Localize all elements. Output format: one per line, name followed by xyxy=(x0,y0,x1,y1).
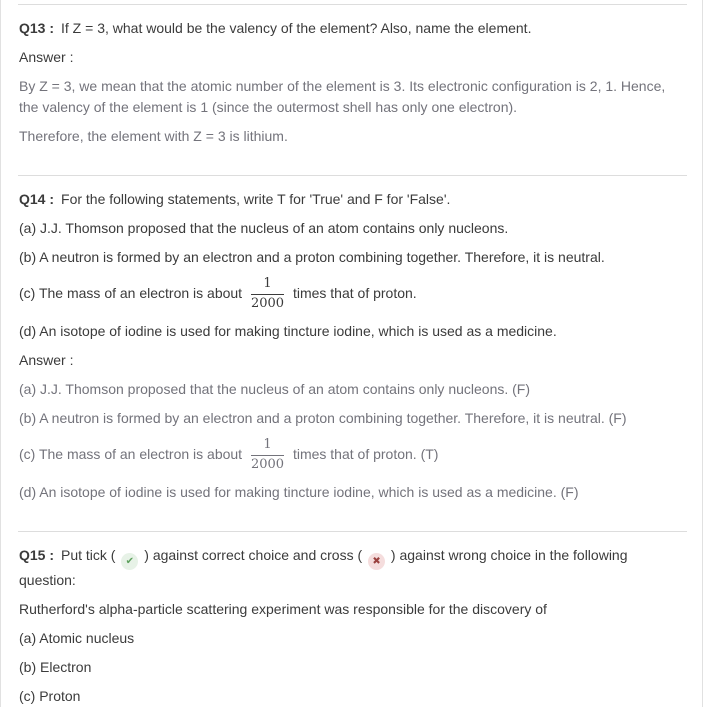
fraction-numerator: 1 xyxy=(251,437,284,456)
question-q13 xyxy=(19,18,686,39)
fraction xyxy=(251,437,284,474)
answer-label: Answer : xyxy=(19,49,74,65)
question-item-c-suffix: times that of proton. xyxy=(292,285,417,302)
answer-label: Answer : xyxy=(19,351,74,368)
question-q15 xyxy=(19,545,686,592)
option-b: (b) Electron xyxy=(19,659,92,676)
answer-item-c xyxy=(19,437,686,474)
question-block-q14 xyxy=(18,175,687,531)
fraction-denominator: 2000 xyxy=(250,456,285,472)
question-item-d: (d) An isotope of iodine is used for making tincture iodine, which is used as a medicine. xyxy=(19,322,557,339)
question-number: Q13 : xyxy=(19,20,55,36)
question-text-part1: Put tick ( xyxy=(61,546,116,563)
question-text-part2: ) against correct choice and cross ( xyxy=(144,546,363,563)
answer-item-b: (b) A neutron is formed by an electron and a proton combining together. Therefore, it is neutral. (F) xyxy=(19,409,627,426)
answer-item-c-suffix: times that of proton. (T) xyxy=(292,445,439,462)
question-item-a: (a) J.J. Thomson proposed that the nucleus of an atom contains only nucleons. xyxy=(19,220,509,236)
question-block-q15 xyxy=(18,531,687,707)
question-item-b: (b) A neutron is formed by an electron and a proton combining together. Therefore, it is neutral. xyxy=(19,249,605,265)
tick-icon: ✔ xyxy=(121,553,138,570)
question-number: Q14 : xyxy=(19,191,55,207)
question-q14 xyxy=(19,189,686,210)
question-item-c xyxy=(19,276,686,313)
cross-icon: ✖ xyxy=(368,553,385,570)
question-block-q13 xyxy=(18,4,687,175)
fraction xyxy=(251,276,284,313)
answer-paragraph: Therefore, the element with Z = 3 is lithium. xyxy=(19,128,288,144)
option-c: (c) Proton xyxy=(19,688,81,705)
question-text: If Z = 3, what would be the valency of the element? Also, name the element. xyxy=(61,20,532,36)
answer-item-c-prefix: (c) The mass of an electron is about xyxy=(19,445,243,462)
question-statement: Rutherford's alpha-particle scattering experiment was responsible for the discovery of xyxy=(19,601,547,618)
fraction-denominator: 2000 xyxy=(250,295,285,311)
option-a: (a) Atomic nucleus xyxy=(19,630,135,647)
answer-item-d: (d) An isotope of iodine is used for making tincture iodine, which is used as a medicine. (F) xyxy=(19,483,579,500)
question-text: For the following statements, write T for 'True' and F for 'False'. xyxy=(61,191,451,207)
question-text-part3: ) against wrong choice in the following question: xyxy=(19,546,628,589)
question-item-c-prefix: (c) The mass of an electron is about xyxy=(19,285,243,302)
fraction-numerator: 1 xyxy=(251,276,284,295)
answer-paragraph: By Z = 3, we mean that the atomic number of the element is 3. Its electronic configuration is 2, 1. Hence, the valency of the element is 1 (since the outermost shell has only one electron). xyxy=(19,78,666,115)
question-number: Q15 : xyxy=(19,546,55,563)
answer-item-a: (a) J.J. Thomson proposed that the nucleus of an atom contains only nucleons. (F) xyxy=(19,380,531,397)
